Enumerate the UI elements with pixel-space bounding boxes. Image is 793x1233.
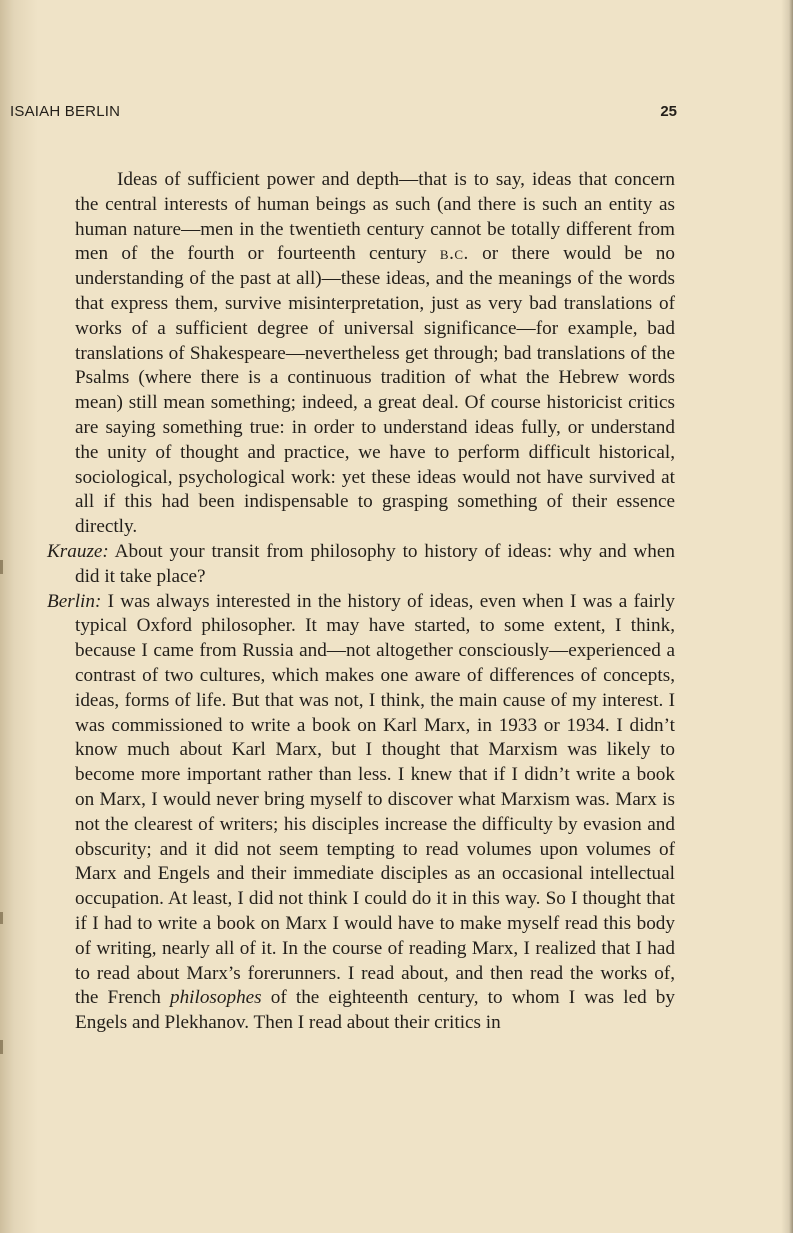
binding-mark [0, 912, 3, 924]
italic-term: philosophes [169, 987, 262, 1009]
page-number: 25 [660, 103, 677, 120]
question-text: About your transit from philosophy to history of ideas: why and when did it take place? [75, 540, 675, 587]
page-header [10, 100, 677, 124]
answer-text: of the eighteenth century, to whom I was led by Engels and Plekhanov. Then I read about their critics in [75, 987, 675, 1034]
era-abbreviation: b.c. [439, 243, 469, 265]
running-head: ISAIAH BERLIN [10, 103, 121, 120]
answer-paragraph [47, 590, 675, 1036]
speaker-berlin: Berlin: [47, 590, 102, 612]
binding-mark [0, 560, 3, 574]
paragraph-text: or there would be no understanding of the past at all)—these ideas, and the meanings of the words that express them, survive misinterpretation, just as very bad translations of works of a sufficient degree of universal significance—for example, bad translations of Shakespeare—nevertheless get through; bad translations of the Psalms (where there is a continuous tradition of what the Hebrew words mean) still mean something; indeed, a great deal. Of course historicist critics are saying something true: in order to understand ideas fully, or understand the unity of thought and practice, we have to perform difficult historical, sociological, psychological work: yet these ideas would not have survived at all if this had been indispensable to grasping something of their essence directly. [75, 243, 675, 538]
binding-mark [0, 1040, 3, 1054]
question-paragraph [47, 540, 675, 590]
paragraph-text: Ideas of sufficient power and depth—that is to say, ideas that concern the central interests of human beings as such (and there is such an entity as human nature—men in the twentieth century cannot be totally different from men of the fourth or fourteenth century [75, 169, 675, 265]
speaker-krauze: Krauze: [47, 540, 109, 562]
answer-text: I was always interested in the history of ideas, even when I was a fairly typical Oxford philosopher. It may have started, to some extent, I think, because I came from Russia and—not altogether consciously—experienced a contrast of two cultures, which makes one aware of differences of concepts, ideas, forms of life. But that was not, I think, the main cause of my interest. I was commissioned to write a book on Karl Marx, in 1933 or 1934. I didn’t know much about Karl Marx, but I thought that Marxism was likely to become more important rather than less. I knew that if I didn’t write a book on Marx, I would never bring myself to discover what Marxism was. Marx is not the clearest of writers; his disciples increase the difficulty by evasion and obscurity; and it did not seem tempting to read volumes upon volumes of Marx and Engels and their immediate disciples as an occasional intellectual occupation. At least, I did not think I could do it in this way. So I thought that if I had to write a book on Marx I would have to make myself read this body of writing, nearly all of it. In the course of reading Marx, I realized that I had to read about Marx’s forerunners. I read about, and then read the works of, the French [75, 590, 675, 1009]
paragraph [47, 168, 675, 540]
body-text [47, 168, 675, 1036]
